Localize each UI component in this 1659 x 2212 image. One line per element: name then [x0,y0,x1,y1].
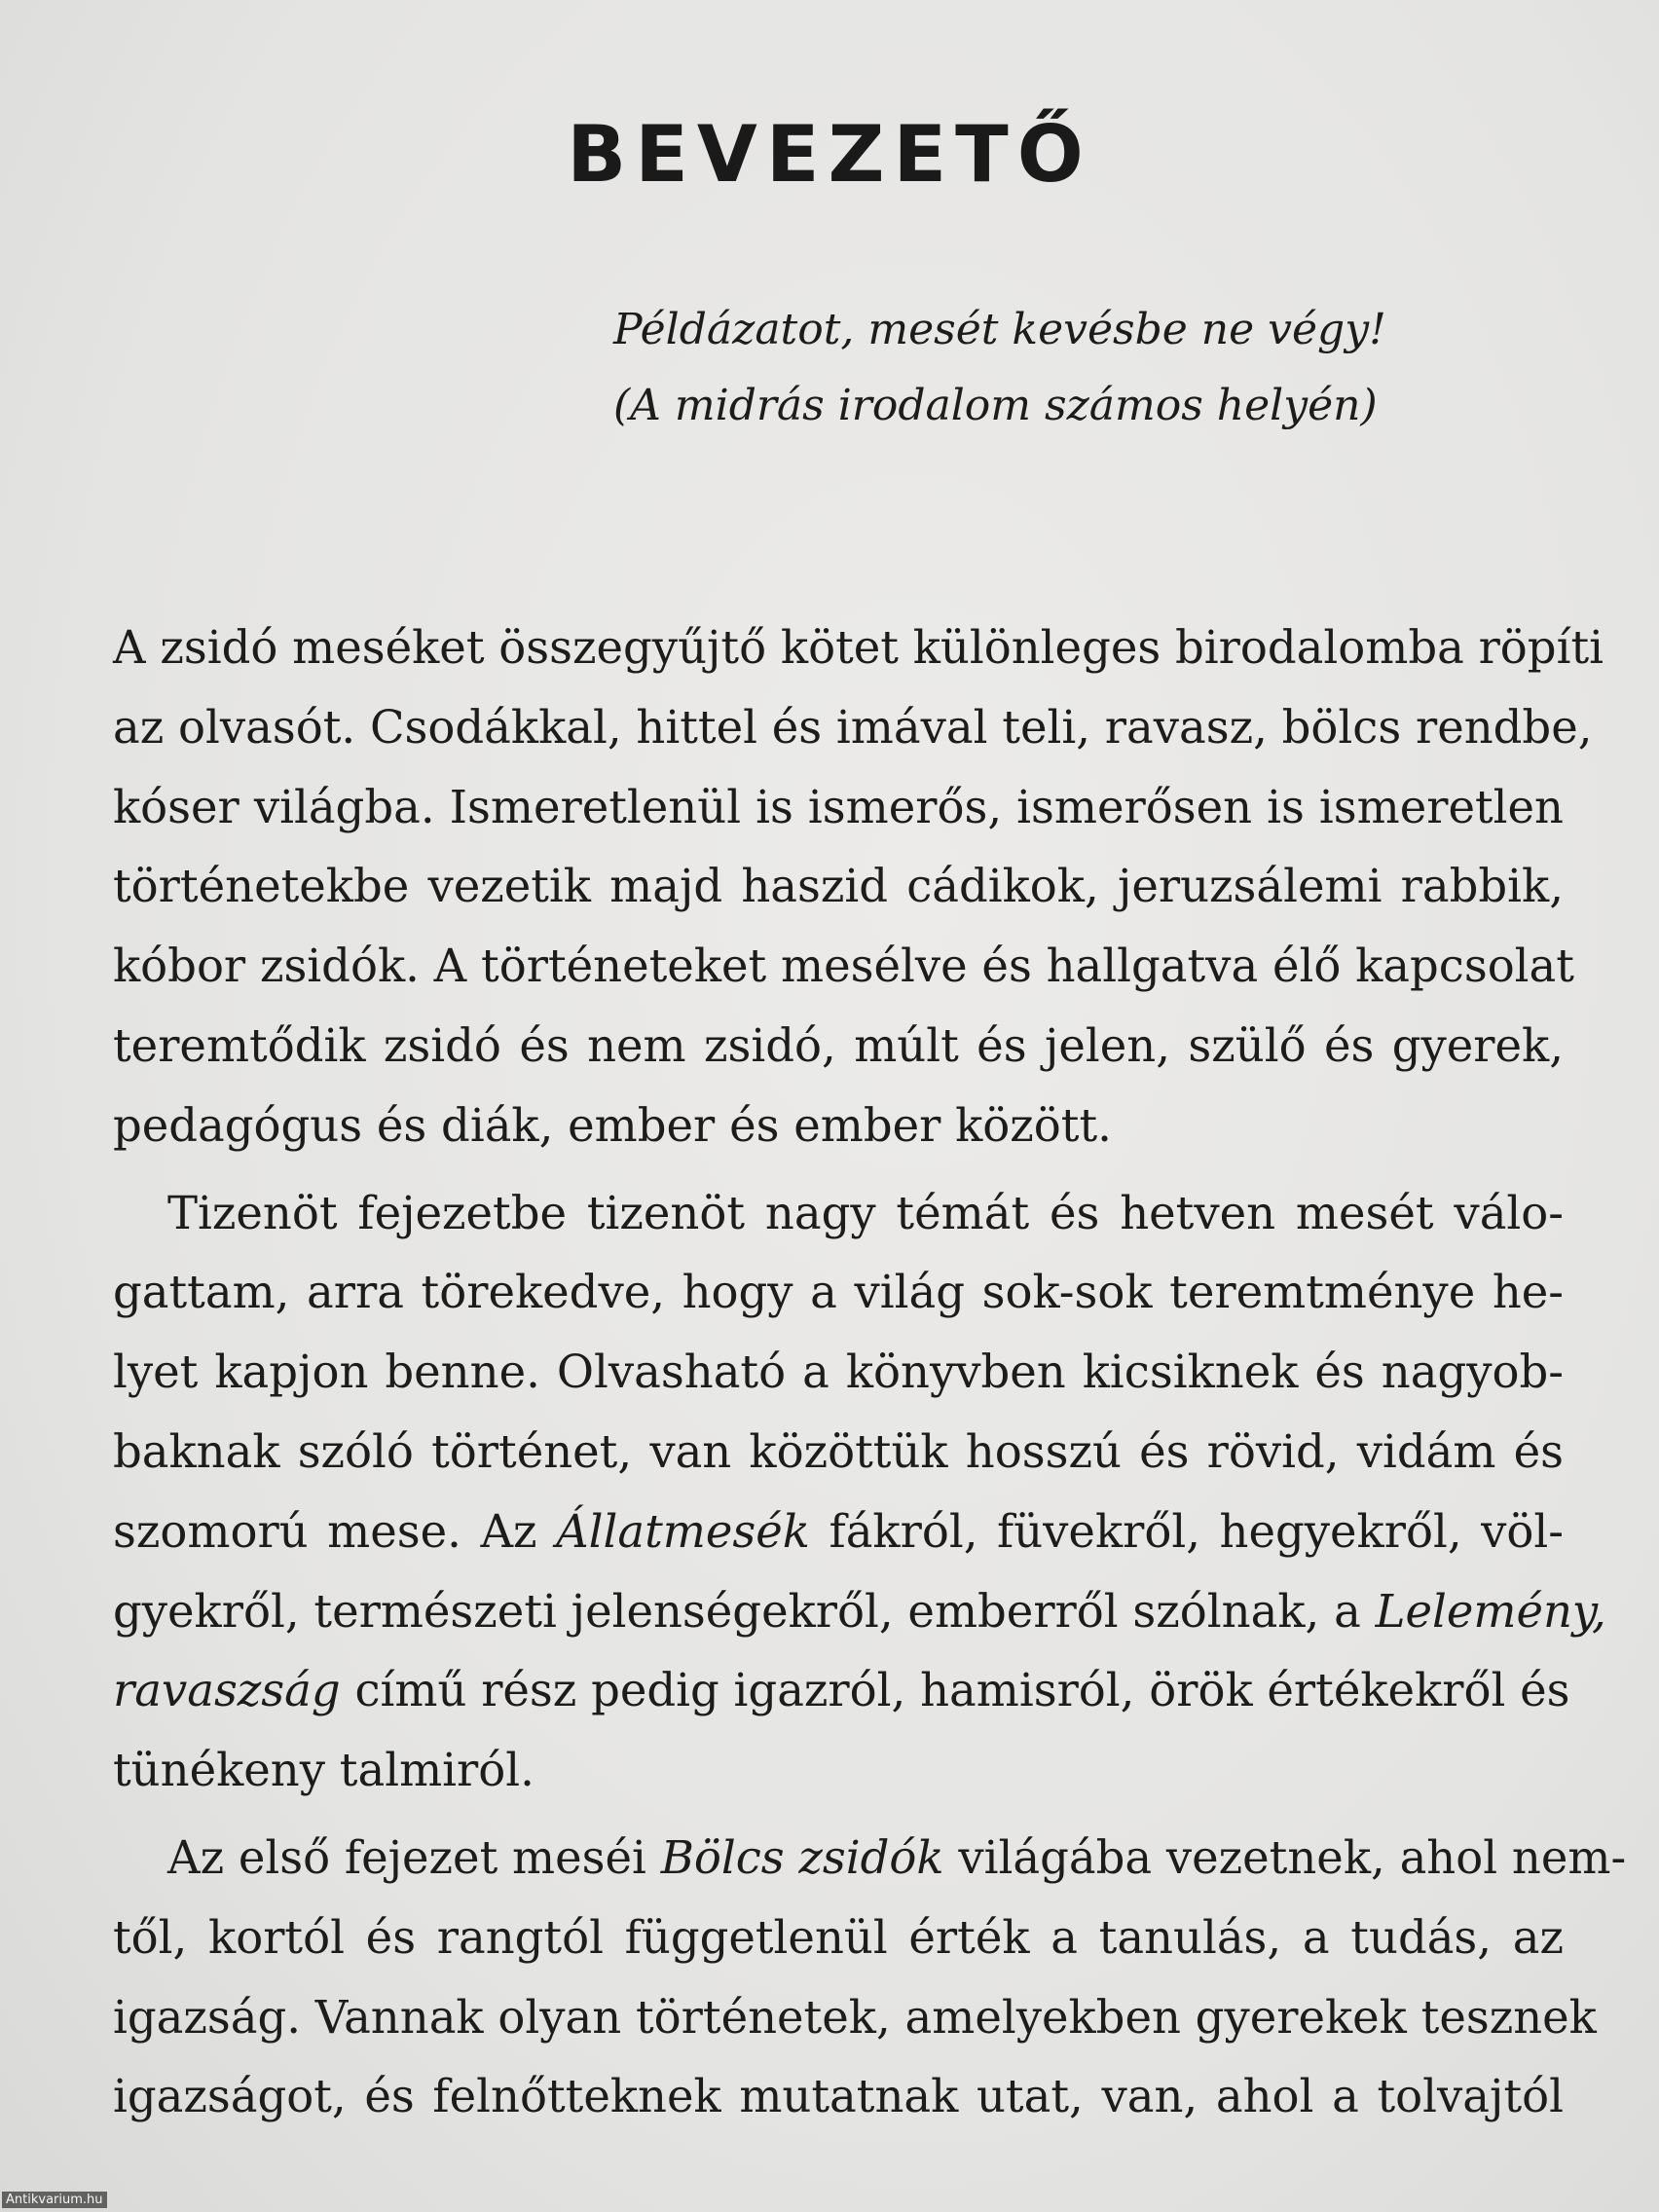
page-title: BEVEZETŐ [567,109,1092,200]
text-line: az olvasót. Csodákkal, hittel és imával teli, ravasz, bölcs rendbe, [113,700,1593,754]
text-line: történetekbe vezetik majd haszid cádikok, jeruzsálemi rabbik, [113,860,1564,913]
text-line: kóser világba. Ismeretlenül is ismerős, ismerősen is ismeretlen [113,780,1564,833]
epigraph-source: (A midrás irodalom számos helyén) [613,381,1378,430]
text-line [113,1493,1564,1572]
epigraph [613,292,1386,444]
text-run: Az első fejezet meséi [167,1830,661,1884]
text-line: kóbor zsidók. A történeteket mesélve és hallgatva élő kapcsolat [113,940,1574,993]
text-line [113,1819,1627,1899]
italic-title: Lelemény, [1375,1584,1606,1638]
paragraph-3 [113,1819,1627,2137]
text-line: pedagógus és diák, ember és ember között. [113,1098,1112,1152]
text-run: világába vezetnek, ahol nem- [943,1830,1627,1884]
text-line: igazság. Vannak olyan történetek, amelyekben gyerekek tesznek [113,1990,1597,2044]
text-line: teremtődik zsidó és nem zsidó, múlt és jelen, szülő és gyerek, [113,1018,1564,1072]
text-line: baknak szóló történet, van közöttük hosszú és rövid, vidám és [113,1424,1564,1478]
italic-title: Állatmesék [556,1504,810,1558]
text-line: igazságot, és felnőtteknek mutatnak utat, van, ahol a tolvajtól [113,2070,1564,2123]
text-run: gyekről, természeti jelenségekről, emberről szólnak, a [113,1584,1376,1638]
watermark: Antikvarium.hu [2,2192,107,2208]
body-text [113,608,1627,2145]
paragraph-1 [113,608,1604,1166]
text-run: szomorú mese. Az [113,1504,557,1558]
text-line: tünékeny talmiról. [113,1744,535,1797]
text-line [113,1651,1570,1731]
text-line [113,1572,1606,1652]
text-line: től, kortól és rangtól függetlenül érték a tanulás, a tudás, az [113,1910,1564,1964]
text-run: fákról, füvekről, hegyekről, völ- [809,1504,1564,1558]
epigraph-line: Példázatot, mesét kevésbe ne végy! [613,305,1386,354]
text-run: című rész pedig igazról, hamisról, örök értékekről és [340,1664,1570,1717]
text-line: gattam, arra törekedve, hogy a világ sok-sok teremtménye he- [113,1266,1564,1319]
italic-title: Bölcs zsidók [660,1830,944,1884]
paragraph-2 [113,1174,1606,1811]
text-line: A zsidó meséket összegyűjtő kötet különleges birodalomba röpíti [113,621,1604,674]
italic-title: ravaszság [113,1664,341,1717]
text-line: lyet kapjon benne. Olvasható a könyvben kicsiknek és nagyob- [113,1346,1564,1399]
text-line: Tizenöt fejezetbe tizenöt nagy témát és hetven mesét válo- [167,1186,1564,1239]
